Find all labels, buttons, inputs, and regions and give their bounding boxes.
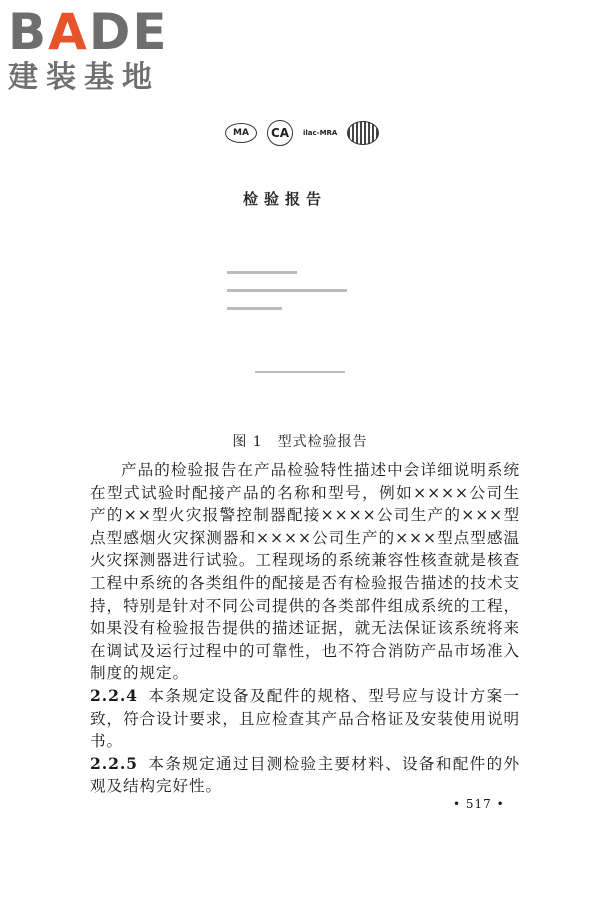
figure-caption: 图 1 型式检验报告 [232, 434, 368, 450]
report-info-line [223, 270, 297, 276]
watermark-logo [8, 3, 178, 96]
clause-2-2-4 [90, 685, 520, 753]
paragraph-intro: 产品的检验报告在产品检验特性描述中会详细说明系统在型式试验时配接产品的名称和型号，例如××××公司生产的××型火灾报警控制器配接××××公司生产的×××型点型感烟火灾探测器和××××公司生产的×××型点型感温火灾探测器进行试验。工程现场的系统兼容性核查就是核查工程中系统的各类组件的配接是否有检验报告描述的技术支持，特别是针对不同公司提供的各类部件组成系统的工程，如果没有检验报告提供的描述证据，就无法保证该系统将来在调试及运行过程中的可靠性，也不符合消防产品市场准入制度的规定。 [90, 461, 520, 683]
watermark-brand-accent: A [48, 3, 89, 61]
certification-marks [225, 120, 415, 146]
watermark-brand: BADE [8, 3, 169, 61]
report-title: 检验报告 [243, 190, 328, 208]
clause-text: 本条规定通过目测检验主要材料、设备和配件的外观及结构完好性。 [90, 754, 520, 796]
watermark-subtitle: 建装基地 [8, 60, 160, 95]
report-figure [215, 120, 415, 390]
report-footer-line [255, 369, 345, 374]
ilac-mra-mark-icon: ilac-MRA [303, 129, 338, 137]
clause-number: 2.2.5 [90, 753, 138, 773]
ma-mark-icon: MA [225, 123, 257, 143]
report-info-line [223, 306, 282, 312]
body-text [90, 459, 520, 798]
clause-2-2-5 [90, 753, 520, 798]
clause-text: 本条规定设备及配件的规格、型号应与设计方案一致，符合设计要求，且应检查其产品合格证及安装使用说明书。 [90, 686, 520, 751]
ca-mark-icon: CA [267, 120, 293, 146]
report-info-line [223, 288, 347, 294]
clause-number: 2.2.4 [90, 685, 138, 705]
cnas-mark-icon [347, 121, 379, 145]
page-number: • 517 • [453, 797, 505, 811]
